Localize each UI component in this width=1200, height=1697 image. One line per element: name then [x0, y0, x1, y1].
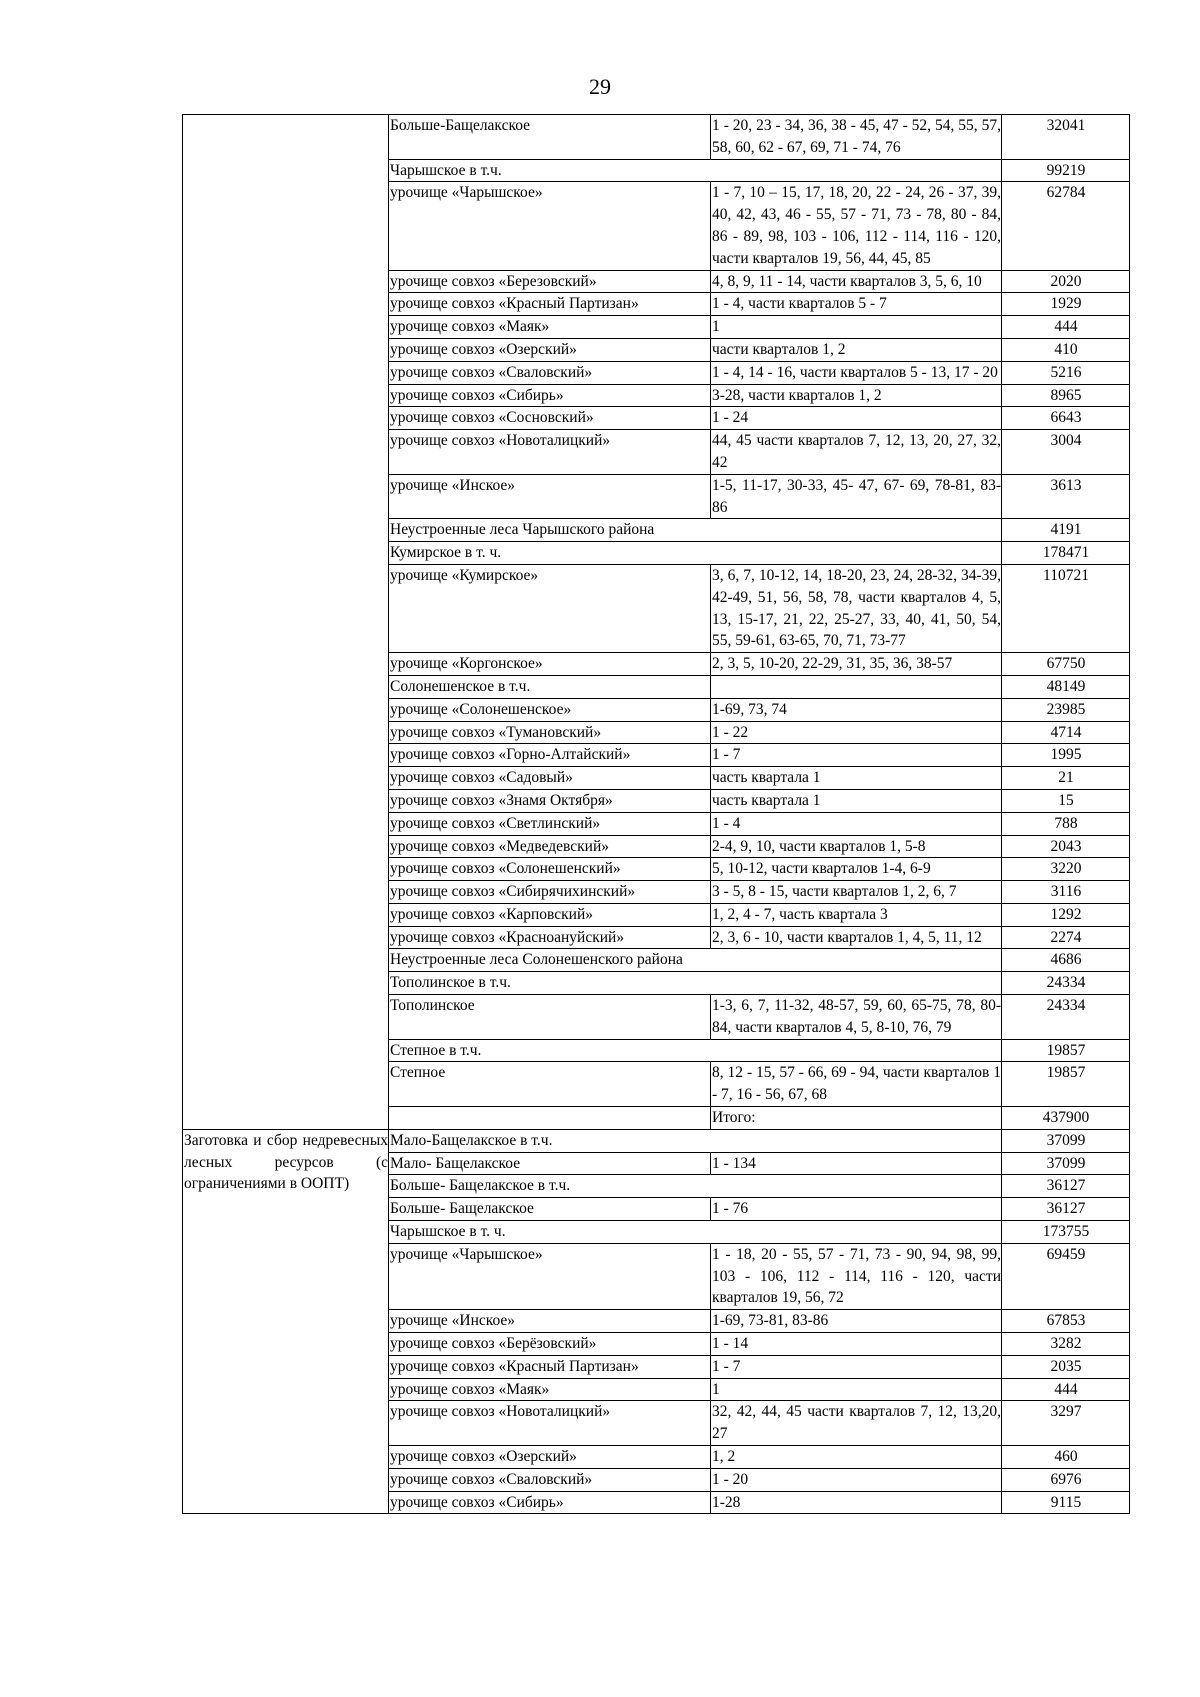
- quarters-cell: 1: [711, 316, 1002, 339]
- name-cell: урочище совхоз «Горно-Алтайский»: [389, 744, 711, 767]
- name-cell: урочище совхоз «Знамя Октября»: [389, 789, 711, 812]
- table-row: [183, 1129, 1130, 1152]
- quarters-cell: 2, 3, 6 - 10, части кварталов 1, 4, 5, 11, 12: [711, 926, 1002, 949]
- name-cell: урочище совхоз «Сваловский»: [389, 361, 711, 384]
- area-cell: 69459: [1002, 1243, 1130, 1309]
- name-cell: урочище совхоз «Красноануйский»: [389, 926, 711, 949]
- name-cell: урочище совхоз «Садовый»: [389, 767, 711, 790]
- quarters-cell: Итого:: [711, 1107, 1002, 1130]
- name-cell: Степное в т.ч.: [389, 1039, 1002, 1062]
- area-cell: 3613: [1002, 474, 1130, 519]
- area-cell: 4714: [1002, 721, 1130, 744]
- table-row: [183, 115, 1130, 160]
- quarters-cell: 1 - 14: [711, 1333, 1002, 1356]
- purpose-cell: Заготовка и сбор недревесных лесных ресурсов (с ограничениями в ООПТ): [183, 1129, 389, 1514]
- area-cell: 36127: [1002, 1198, 1130, 1221]
- area-cell: 4686: [1002, 949, 1130, 972]
- name-cell: урочище «Коргонское»: [389, 653, 711, 676]
- area-cell: 4191: [1002, 519, 1130, 542]
- area-cell: 21: [1002, 767, 1130, 790]
- quarters-cell: 1-69, 73-81, 83-86: [711, 1310, 1002, 1333]
- area-cell: 178471: [1002, 542, 1130, 565]
- area-cell: 788: [1002, 812, 1130, 835]
- area-cell: 5216: [1002, 361, 1130, 384]
- area-cell: 24334: [1002, 995, 1130, 1040]
- area-cell: 3116: [1002, 881, 1130, 904]
- quarters-cell: [711, 675, 1002, 698]
- area-cell: 67750: [1002, 653, 1130, 676]
- quarters-cell: 1 - 7: [711, 744, 1002, 767]
- area-cell: 3220: [1002, 858, 1130, 881]
- area-cell: 2020: [1002, 270, 1130, 293]
- name-cell: урочище «Инское»: [389, 474, 711, 519]
- name-cell: Мало- Бащелакское: [389, 1152, 711, 1175]
- quarters-cell: 2-4, 9, 10, части кварталов 1, 5-8: [711, 835, 1002, 858]
- quarters-cell: 4, 8, 9, 11 - 14, части кварталов 3, 5, 6, 10: [711, 270, 1002, 293]
- area-cell: 9115: [1002, 1491, 1130, 1514]
- area-cell: 6976: [1002, 1468, 1130, 1491]
- quarters-cell: 1-69, 73, 74: [711, 698, 1002, 721]
- area-cell: 2035: [1002, 1355, 1130, 1378]
- name-cell: урочище совхоз «Солонешенский»: [389, 858, 711, 881]
- name-cell: урочище совхоз «Карповский»: [389, 903, 711, 926]
- quarters-cell: 3 - 5, 8 - 15, части кварталов 1, 2, 6, 7: [711, 881, 1002, 904]
- name-cell: урочище совхоз «Сибирь»: [389, 1491, 711, 1514]
- quarters-cell: 1-28: [711, 1491, 1002, 1514]
- name-cell: урочище совхоз «Озерский»: [389, 338, 711, 361]
- name-cell: Кумирское в т. ч.: [389, 542, 1002, 565]
- quarters-cell: 1 - 4, 14 - 16, части кварталов 5 - 13, 17 - 20: [711, 361, 1002, 384]
- quarters-cell: 1 - 4, части кварталов 5 - 7: [711, 293, 1002, 316]
- name-cell: Мало-Бащелакское в т.ч.: [389, 1129, 1002, 1152]
- area-cell: 1292: [1002, 903, 1130, 926]
- area-cell: 444: [1002, 1378, 1130, 1401]
- quarters-cell: часть квартала 1: [711, 767, 1002, 790]
- name-cell: урочище совхоз «Березовский»: [389, 270, 711, 293]
- quarters-cell: часть квартала 1: [711, 789, 1002, 812]
- area-cell: 32041: [1002, 115, 1130, 160]
- quarters-cell: 1 - 7: [711, 1355, 1002, 1378]
- area-cell: 173755: [1002, 1221, 1130, 1244]
- quarters-cell: 1 - 24: [711, 407, 1002, 430]
- forest-use-table: [182, 114, 1130, 1514]
- name-cell: Солонешенское в т.ч.: [389, 675, 711, 698]
- quarters-cell: 32, 42, 44, 45 части кварталов 7, 12, 13,20, 27: [711, 1401, 1002, 1446]
- purpose-cell: [183, 115, 389, 1130]
- area-cell: 37099: [1002, 1129, 1130, 1152]
- name-cell: урочище совхоз «Сваловский»: [389, 1468, 711, 1491]
- name-cell: урочище совхоз «Сибирячихинский»: [389, 881, 711, 904]
- name-cell: урочище совхоз «Новоталицкий»: [389, 1401, 711, 1446]
- name-cell: урочище совхоз «Новоталицкий»: [389, 430, 711, 475]
- quarters-cell: части кварталов 1, 2: [711, 338, 1002, 361]
- area-cell: 3282: [1002, 1333, 1130, 1356]
- area-cell: 19857: [1002, 1039, 1130, 1062]
- name-cell: урочище совхоз «Красный Партизан»: [389, 1355, 711, 1378]
- name-cell: урочище «Инское»: [389, 1310, 711, 1333]
- area-cell: 1929: [1002, 293, 1130, 316]
- quarters-cell: 1 - 7, 10 – 15, 17, 18, 20, 22 - 24, 26 - 37, 39, 40, 42, 43, 46 - 55, 57 - 71, 73 - 78, 80 - 84, 86 - 89, 98, 103 - 106, 112 - 114, 116 - 120, части кварталов 19, 56, 44, 45, 85: [711, 182, 1002, 270]
- area-cell: 410: [1002, 338, 1130, 361]
- name-cell: урочище совхоз «Маяк»: [389, 316, 711, 339]
- area-cell: 67853: [1002, 1310, 1130, 1333]
- quarters-cell: 1 - 18, 20 - 55, 57 - 71, 73 - 90, 94, 98, 99, 103 - 106, 112 - 114, 116 - 120, части кварталов 19, 56, 72: [711, 1243, 1002, 1309]
- quarters-cell: 1 - 76: [711, 1198, 1002, 1221]
- area-cell: 19857: [1002, 1062, 1130, 1107]
- area-cell: 437900: [1002, 1107, 1130, 1130]
- area-cell: 36127: [1002, 1175, 1130, 1198]
- name-cell: урочище совхоз «Медведевский»: [389, 835, 711, 858]
- name-cell: урочище совхоз «Светлинский»: [389, 812, 711, 835]
- name-cell: Чарышское в т. ч.: [389, 1221, 1002, 1244]
- name-cell: урочище совхоз «Красный Партизан»: [389, 293, 711, 316]
- quarters-cell: 3, 6, 7, 10-12, 14, 18-20, 23, 24, 28-32, 34-39, 42-49, 51, 56, 58, 78, части кварталов 4, 5, 13, 15-17, 21, 22, 25-27, 33, 40, 41, 50, 54, 55, 59-61, 63-65, 70, 71, 73-77: [711, 564, 1002, 652]
- name-cell: Больше- Бащелакское в т.ч.: [389, 1175, 1002, 1198]
- name-cell: урочище «Кумирское»: [389, 564, 711, 652]
- quarters-cell: 1 - 22: [711, 721, 1002, 744]
- quarters-cell: 1: [711, 1378, 1002, 1401]
- area-cell: 24334: [1002, 972, 1130, 995]
- area-cell: 110721: [1002, 564, 1130, 652]
- name-cell: Степное: [389, 1062, 711, 1107]
- quarters-cell: 2, 3, 5, 10-20, 22-29, 31, 35, 36, 38-57: [711, 653, 1002, 676]
- area-cell: 37099: [1002, 1152, 1130, 1175]
- area-cell: 3004: [1002, 430, 1130, 475]
- name-cell: Чарышское в т.ч.: [389, 159, 1002, 182]
- quarters-cell: 44, 45 части кварталов 7, 12, 13, 20, 27, 32, 42: [711, 430, 1002, 475]
- name-cell: Больше-Бащелакское: [389, 115, 711, 160]
- name-cell: урочище совхоз «Сосновский»: [389, 407, 711, 430]
- name-cell: Тополинское: [389, 995, 711, 1040]
- name-cell: Больше- Бащелакское: [389, 1198, 711, 1221]
- name-cell: Неустроенные леса Чарышского района: [389, 519, 1002, 542]
- name-cell: урочище «Чарышское»: [389, 1243, 711, 1309]
- name-cell: урочище совхоз «Тумановский»: [389, 721, 711, 744]
- area-cell: 23985: [1002, 698, 1130, 721]
- area-cell: 48149: [1002, 675, 1130, 698]
- name-cell: [389, 1107, 711, 1130]
- area-cell: 99219: [1002, 159, 1130, 182]
- page-number: 29: [589, 74, 611, 99]
- area-cell: 1995: [1002, 744, 1130, 767]
- area-cell: 8965: [1002, 384, 1130, 407]
- name-cell: урочище совхоз «Сибирь»: [389, 384, 711, 407]
- name-cell: Тополинское в т.ч.: [389, 972, 1002, 995]
- quarters-cell: 5, 10-12, части кварталов 1-4, 6-9: [711, 858, 1002, 881]
- quarters-cell: 1, 2: [711, 1446, 1002, 1469]
- quarters-cell: 1-5, 11-17, 30-33, 45- 47, 67- 69, 78-81, 83-86: [711, 474, 1002, 519]
- name-cell: Неустроенные леса Солонешенского района: [389, 949, 1002, 972]
- name-cell: урочище совхоз «Берёзовский»: [389, 1333, 711, 1356]
- area-cell: 3297: [1002, 1401, 1130, 1446]
- quarters-cell: 1 - 20, 23 - 34, 36, 38 - 45, 47 - 52, 54, 55, 57, 58, 60, 62 - 67, 69, 71 - 74, 76: [711, 115, 1002, 160]
- quarters-cell: 1 - 134: [711, 1152, 1002, 1175]
- quarters-cell: 3-28, части кварталов 1, 2: [711, 384, 1002, 407]
- quarters-cell: 1, 2, 4 - 7, часть квартала 3: [711, 903, 1002, 926]
- area-cell: 460: [1002, 1446, 1130, 1469]
- area-cell: 15: [1002, 789, 1130, 812]
- name-cell: урочище «Чарышское»: [389, 182, 711, 270]
- area-cell: 62784: [1002, 182, 1130, 270]
- area-cell: 6643: [1002, 407, 1130, 430]
- quarters-cell: 8, 12 - 15, 57 - 66, 69 - 94, части кварталов 1 - 7, 16 - 56, 67, 68: [711, 1062, 1002, 1107]
- quarters-cell: 1 - 4: [711, 812, 1002, 835]
- area-cell: 2274: [1002, 926, 1130, 949]
- name-cell: урочище «Солонешенское»: [389, 698, 711, 721]
- quarters-cell: 1-3, 6, 7, 11-32, 48-57, 59, 60, 65-75, 78, 80-84, части кварталов 4, 5, 8-10, 76, 79: [711, 995, 1002, 1040]
- area-cell: 2043: [1002, 835, 1130, 858]
- name-cell: урочище совхоз «Озерский»: [389, 1446, 711, 1469]
- name-cell: урочище совхоз «Маяк»: [389, 1378, 711, 1401]
- quarters-cell: 1 - 20: [711, 1468, 1002, 1491]
- area-cell: 444: [1002, 316, 1130, 339]
